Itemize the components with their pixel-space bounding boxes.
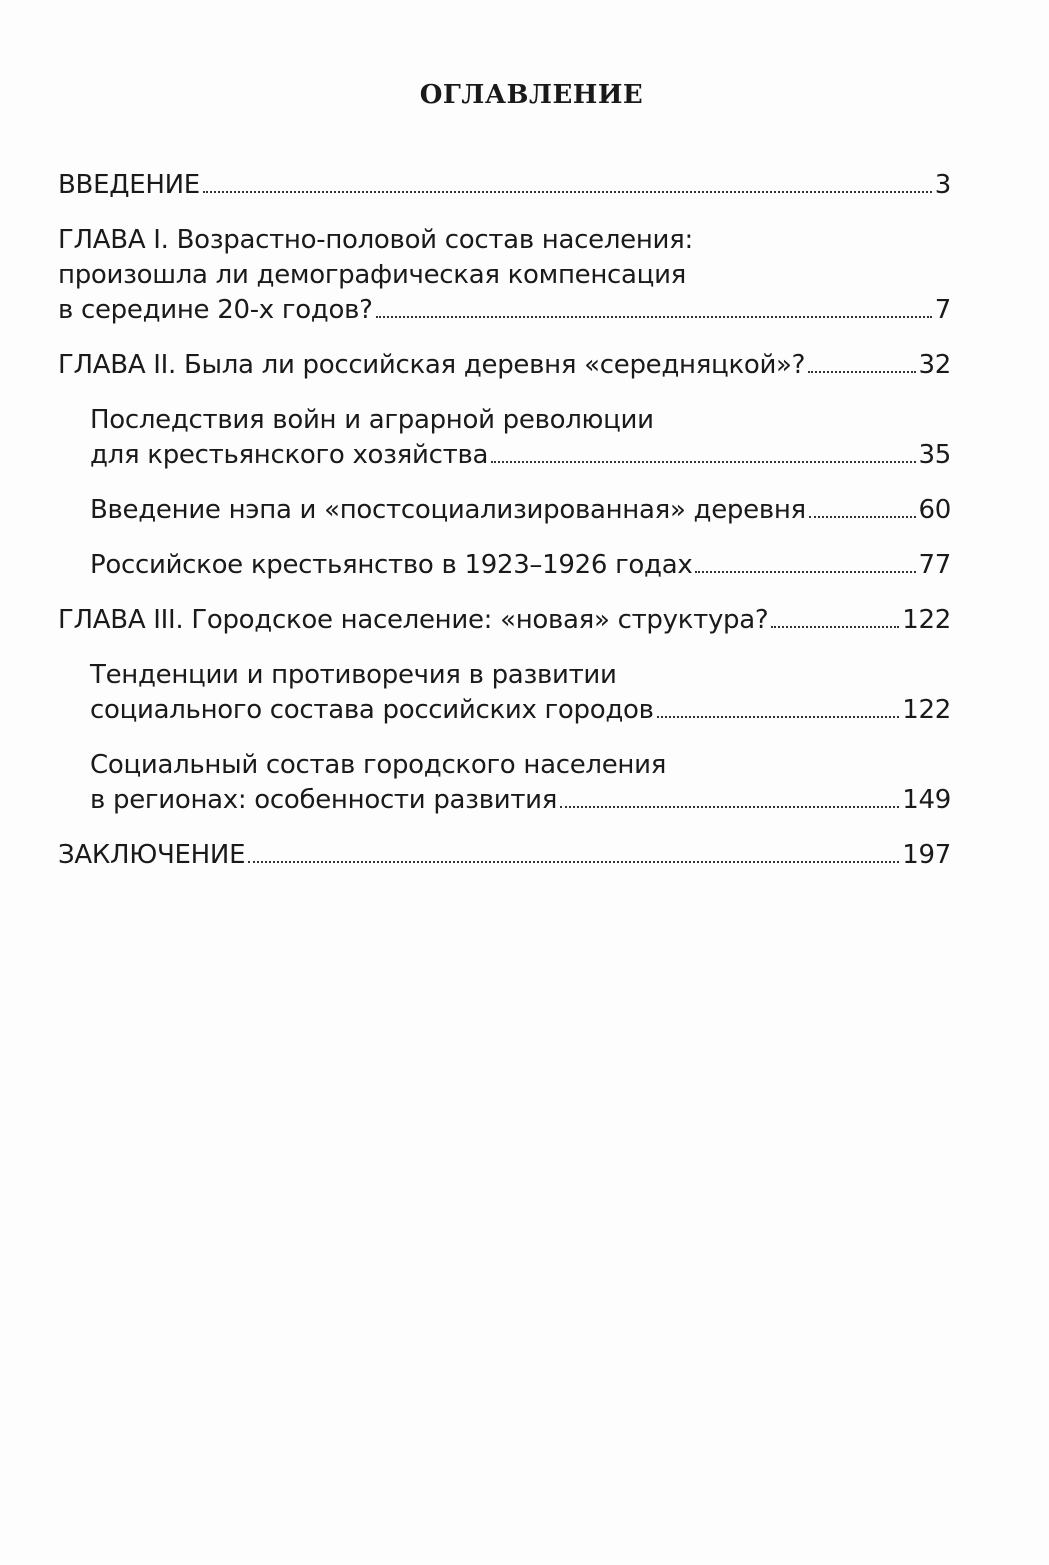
toc-page-number: 32 xyxy=(918,350,951,380)
toc-page-number: 122 xyxy=(902,695,951,725)
toc-entry-line xyxy=(58,838,951,873)
dot-leader xyxy=(771,626,899,628)
dot-leader xyxy=(809,516,916,518)
dot-leader xyxy=(808,371,915,373)
dot-leader xyxy=(491,461,915,463)
toc-entry-line xyxy=(58,348,951,383)
toc-entry-title-line: Тенденции и противоречия в развитии xyxy=(90,660,617,690)
toc-page-number: 3 xyxy=(934,170,951,200)
toc-entry-chapter-3 xyxy=(58,603,951,638)
dot-leader xyxy=(203,191,932,193)
toc-entry-line xyxy=(90,493,951,528)
toc-entry-title: в регионах: особенности развития xyxy=(90,785,558,815)
toc-entry-title: в середине 20-х годов? xyxy=(58,295,373,325)
dot-leader xyxy=(560,806,899,808)
toc-entry-line xyxy=(90,438,951,473)
toc-entry-chapter-2 xyxy=(58,348,951,383)
toc-entry-title-line: Социальный состав городского населения xyxy=(90,750,667,780)
toc-entry-line xyxy=(58,168,951,203)
toc-entry-title: социального состава российских городов xyxy=(90,695,654,725)
toc-title: ОГЛАВЛЕНИЕ xyxy=(419,80,644,110)
toc-entry-line xyxy=(90,783,951,818)
toc-page-number: 122 xyxy=(902,605,951,635)
toc-entry-title-line: ГЛАВА I. Возрастно-половой состав населения: xyxy=(58,225,693,255)
toc-entry-section-2-3 xyxy=(58,548,951,583)
toc-entry-section-2-2 xyxy=(58,493,951,528)
dot-leader xyxy=(248,861,899,863)
toc-page-number: 197 xyxy=(902,840,951,870)
toc-entry-section-3-2 xyxy=(58,748,951,818)
toc-page-number: 7 xyxy=(934,295,951,325)
dot-leader xyxy=(376,316,932,318)
dot-leader xyxy=(657,716,900,718)
toc-entry-title: ЗАКЛЮЧЕНИЕ xyxy=(58,840,246,870)
toc-entry-line xyxy=(90,693,951,728)
toc-entry-line xyxy=(58,603,951,638)
toc-entry-title: Введение нэпа и «постсоциализированная» деревня xyxy=(90,495,806,525)
toc-entry-section-2-1 xyxy=(58,403,951,473)
toc-page-number: 149 xyxy=(902,785,951,815)
toc-entry-title: ГЛАВА III. Городское население: «новая» структура? xyxy=(58,605,769,635)
table-of-contents xyxy=(58,168,951,873)
toc-entry-introduction xyxy=(58,168,951,203)
toc-page-number: 60 xyxy=(918,495,951,525)
toc-entry-title: Российское крестьянство в 1923–1926 годах xyxy=(90,550,693,580)
toc-entry-conclusion xyxy=(58,838,951,873)
toc-page-number: 35 xyxy=(918,440,951,470)
dot-leader xyxy=(695,571,915,573)
toc-entry-title: ВВЕДЕНИЕ xyxy=(58,170,200,200)
toc-entry-title: для крестьянского хозяйства xyxy=(90,440,489,470)
toc-entry-section-3-1 xyxy=(58,658,951,728)
toc-entry-title-line: Последствия войн и аграрной революции xyxy=(90,405,654,435)
toc-entry-line xyxy=(90,548,951,583)
toc-entry-chapter-1 xyxy=(58,223,951,328)
toc-entry-title-line: произошла ли демографическая компенсация xyxy=(58,260,687,290)
toc-page-number: 77 xyxy=(918,550,951,580)
toc-entry-title: ГЛАВА II. Была ли российская деревня «середняцкой»? xyxy=(58,350,806,380)
toc-entry-line xyxy=(58,293,951,328)
